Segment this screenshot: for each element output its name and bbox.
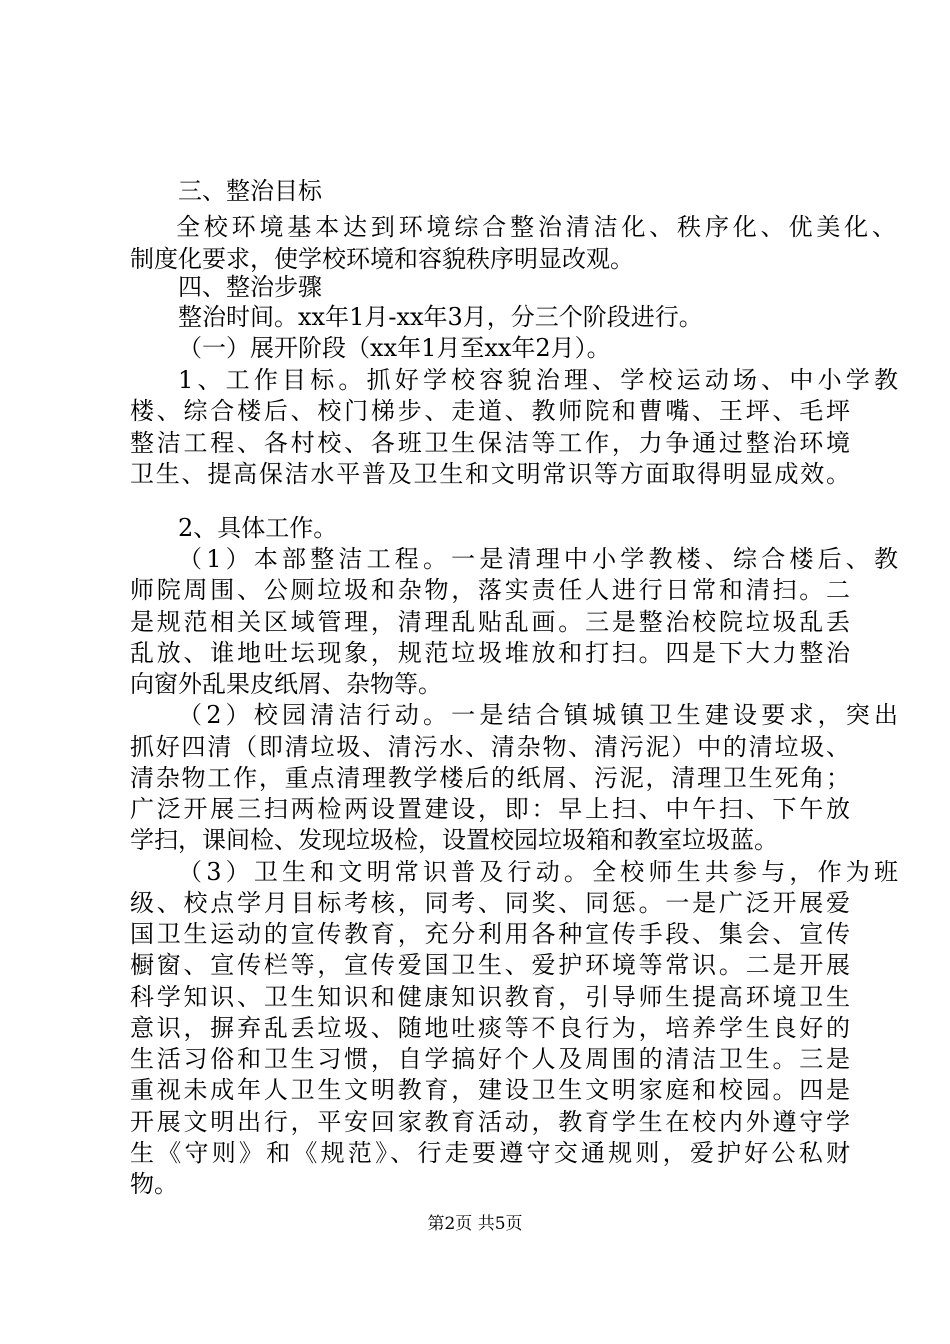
paragraph-line: 学扫，课间检、发现垃圾检，设置校园垃圾箱和教室垃圾蓝。 <box>130 826 778 854</box>
paragraph-line: 2、具体工作。 <box>178 514 338 542</box>
paragraph-line: 广泛开展三扫两检两设置建设，即：早上扫、中午扫、下午放 <box>130 795 850 823</box>
paragraph-line: 乱放、谁地吐坛现象，规范垃圾堆放和打扫。四是下大力整治 <box>130 639 850 667</box>
paragraph-line: 制度化要求，使学校环境和容貌秩序明显改观。 <box>130 245 634 273</box>
paragraph-line: 是规范相关区域管理，清理乱贴乱画。三是整治校院垃圾乱丢 <box>130 608 850 636</box>
section-heading: 四、整治步骤 <box>178 273 322 301</box>
paragraph-line: 国卫生运动的宣传教育，充分利用各种宣传手段、集会、宣传 <box>130 920 850 948</box>
paragraph-line: （1）本部整洁工程。一是清理中小学教楼、综合楼后、教 <box>178 545 898 573</box>
paragraph-line: 清杂物工作，重点清理教学楼后的纸屑、污泥，清理卫生死角； <box>130 764 850 792</box>
paragraph-line: 整洁工程、各村校、各班卫生保洁等工作，力争通过整治环境 <box>130 429 850 457</box>
page-number-footer: 第2页 共5页 <box>427 1214 523 1234</box>
paragraph-line: 向窗外乱果皮纸屑、杂物等。 <box>130 670 442 698</box>
paragraph-line: 级、校点学月目标考核，同考、同奖、同惩。一是广泛开展爱 <box>130 889 850 917</box>
section-heading: 三、整治目标 <box>178 177 322 205</box>
paragraph-line: 全校环境基本达到环境综合整治清洁化、秩序化、优美化、 <box>176 213 896 241</box>
paragraph-line: 抓好四清（即清垃圾、清污水、清杂物、清污泥）中的清垃圾、 <box>130 733 850 761</box>
paragraph-line: 整治时间。xx年1月-xx年3月，分三个阶段进行。 <box>178 303 703 331</box>
paragraph-line: 卫生、提高保洁水平普及卫生和文明常识等方面取得明显成效。 <box>130 460 850 488</box>
paragraph-line: 物。 <box>130 1170 178 1198</box>
paragraph-line: 生活习俗和卫生习惯，自学搞好个人及周围的清洁卫生。三是 <box>130 1045 850 1073</box>
paragraph-line: （2）校园清洁行动。一是结合镇城镇卫生建设要求，突出 <box>178 701 898 729</box>
paragraph-line: 生《守则》和《规范》、行走要遵守交通规则，爱护好公私财 <box>130 1139 850 1167</box>
paragraph-line: 科学知识、卫生知识和健康知识教育，引导师生提高环境卫生 <box>130 983 850 1011</box>
paragraph-line: 意识，摒弃乱丢垃圾、随地吐痰等不良行为，培养学生良好的 <box>130 1014 850 1042</box>
paragraph-line: 1、工作目标。抓好学校容貌治理、学校运动场、中小学教 <box>178 366 898 394</box>
paragraph-line: 重视未成年人卫生文明教育，建设卫生文明家庭和校园。四是 <box>130 1076 850 1104</box>
paragraph-line: 橱窗、宣传栏等，宣传爱国卫生、爱护环境等常识。二是开展 <box>130 951 850 979</box>
subsection-heading: （一）展开阶段（xx年1月至xx年2月）。 <box>178 334 611 362</box>
paragraph-line: （3）卫生和文明常识普及行动。全校师生共参与，作为班 <box>178 858 898 886</box>
paragraph-line: 楼、综合楼后、校门梯步、走道、教师院和曹嘴、王坪、毛坪 <box>130 397 850 425</box>
paragraph-line: 开展文明出行，平安回家教育活动，教育学生在校内外遵守学 <box>130 1108 850 1136</box>
paragraph-line: 师院周围、公厕垃圾和杂物，落实责任人进行日常和清扫。二 <box>130 576 850 604</box>
